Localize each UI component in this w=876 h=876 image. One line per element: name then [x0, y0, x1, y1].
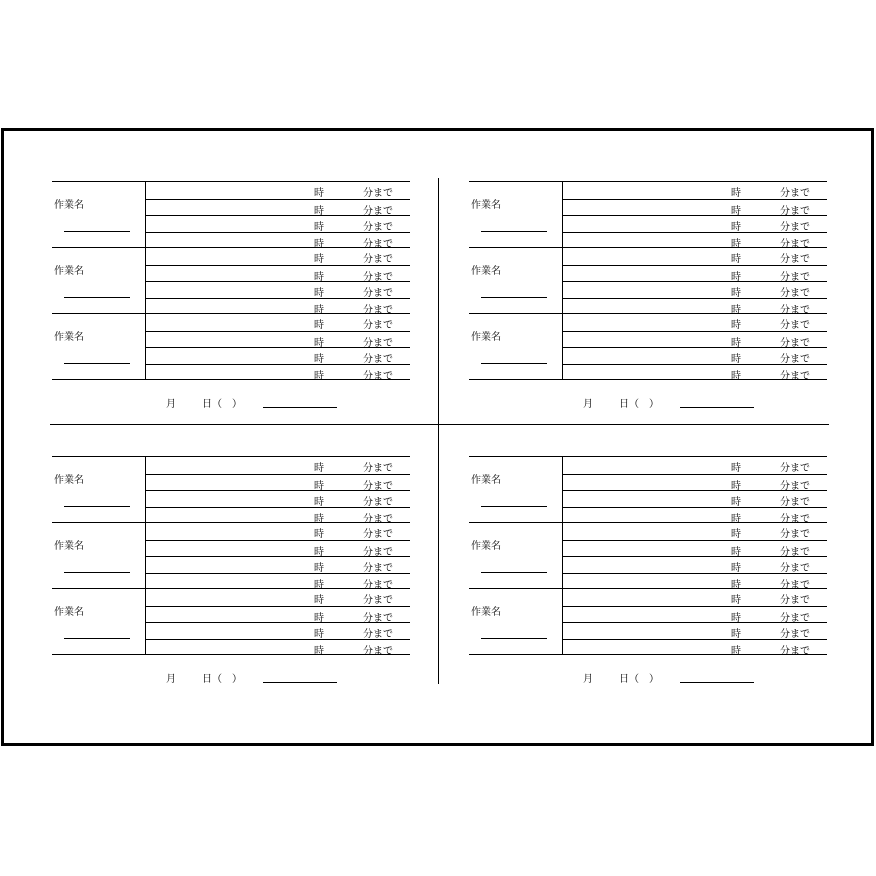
minute-until-label: 分まで: [363, 238, 393, 250]
schedule-table: [52, 456, 410, 656]
task-name-write-line[interactable]: [481, 506, 547, 507]
hour-label: 時: [314, 513, 324, 525]
minute-until-label: 分まで: [363, 595, 393, 606]
minute-until-label: 分まで: [363, 546, 393, 558]
minute-until-label: 分まで: [780, 188, 810, 199]
task-name-cell: [52, 589, 146, 654]
task-name-write-line[interactable]: [64, 231, 130, 232]
minute-until-label: 分まで: [363, 497, 393, 508]
task-name-cell: [52, 314, 146, 379]
hour-label: 時: [314, 238, 324, 250]
month-label: 月: [166, 399, 176, 410]
task-name-write-line[interactable]: [481, 297, 547, 298]
hour-label: 時: [731, 271, 741, 283]
time-row[interactable]: [146, 573, 410, 590]
time-row[interactable]: [146, 639, 410, 656]
task-name-cell: [469, 523, 563, 589]
task-group: [469, 588, 827, 655]
time-row[interactable]: [563, 474, 827, 491]
task-group: [52, 247, 410, 314]
minute-until-label: 分まで: [363, 188, 393, 199]
hour-label: 時: [731, 288, 741, 299]
time-row[interactable]: [563, 364, 827, 381]
minute-until-label: 分まで: [780, 645, 810, 657]
task-name-label: 作業名: [471, 200, 501, 211]
time-row[interactable]: [146, 265, 410, 282]
minute-until-label: 分まで: [780, 546, 810, 558]
minute-until-label: 分まで: [363, 645, 393, 657]
time-row[interactable]: [563, 347, 827, 364]
time-row[interactable]: [146, 199, 410, 216]
hour-label: 時: [731, 480, 741, 492]
minute-until-label: 分まで: [780, 595, 810, 606]
month-label: 月: [583, 399, 593, 410]
minute-until-label: 分まで: [363, 513, 393, 525]
time-row[interactable]: [563, 281, 827, 298]
task-name-cell: [52, 523, 146, 589]
hour-label: 時: [731, 529, 741, 540]
time-row[interactable]: [146, 364, 410, 381]
schedule-card-top-left: [52, 181, 412, 421]
task-name-write-line[interactable]: [64, 572, 130, 573]
time-row[interactable]: [563, 490, 827, 507]
task-name-write-line[interactable]: [64, 363, 130, 364]
time-row[interactable]: [563, 265, 827, 282]
minute-until-label: 分まで: [780, 205, 810, 217]
task-name-write-line[interactable]: [481, 638, 547, 639]
hour-label: 時: [314, 337, 324, 349]
task-name-label: 作業名: [54, 607, 84, 618]
hour-label: 時: [731, 320, 741, 331]
hour-label: 時: [731, 595, 741, 606]
task-name-cell: [469, 457, 563, 523]
minute-until-label: 分まで: [780, 579, 810, 591]
hour-label: 時: [314, 497, 324, 508]
hour-label: 時: [314, 563, 324, 574]
hour-label: 時: [731, 513, 741, 525]
task-group: [469, 181, 827, 248]
minute-until-label: 分まで: [780, 463, 810, 474]
time-row[interactable]: [563, 457, 827, 473]
time-row[interactable]: [563, 232, 827, 249]
time-row[interactable]: [146, 331, 410, 348]
hour-label: 時: [731, 205, 741, 217]
hour-label: 時: [731, 463, 741, 474]
time-row[interactable]: [563, 298, 827, 315]
minute-until-label: 分まで: [363, 370, 393, 382]
minute-until-label: 分まで: [363, 304, 393, 316]
time-row[interactable]: [146, 507, 410, 524]
time-row[interactable]: [563, 573, 827, 590]
minute-until-label: 分まで: [363, 612, 393, 624]
day-label: 日（ ）: [202, 399, 242, 410]
task-name-cell: [52, 457, 146, 523]
minute-until-label: 分まで: [780, 370, 810, 382]
date-footer: [469, 670, 827, 686]
time-row[interactable]: [146, 248, 410, 264]
schedule-table: [469, 181, 827, 381]
hour-label: 時: [731, 354, 741, 365]
minute-until-label: 分まで: [363, 337, 393, 349]
task-name-label: 作業名: [471, 475, 501, 486]
hour-label: 時: [314, 645, 324, 657]
time-row[interactable]: [146, 556, 410, 573]
date-footer: [52, 395, 410, 411]
hour-label: 時: [314, 480, 324, 492]
task-name-cell: [469, 314, 563, 379]
hour-label: 時: [314, 579, 324, 591]
time-row[interactable]: [146, 298, 410, 315]
time-row[interactable]: [563, 589, 827, 605]
minute-until-label: 分まで: [780, 288, 810, 299]
minute-until-label: 分まで: [363, 205, 393, 217]
task-name-label: 作業名: [471, 607, 501, 618]
task-group: [52, 522, 410, 589]
minute-until-label: 分まで: [780, 480, 810, 492]
minute-until-label: 分まで: [780, 354, 810, 365]
hour-label: 時: [314, 222, 324, 233]
task-name-label: 作業名: [54, 200, 84, 211]
minute-until-label: 分まで: [780, 238, 810, 250]
minute-until-label: 分まで: [780, 337, 810, 349]
hour-label: 時: [731, 546, 741, 558]
task-name-cell: [469, 182, 563, 248]
task-group: [52, 456, 410, 523]
minute-until-label: 分まで: [363, 254, 393, 265]
time-row[interactable]: [563, 314, 827, 330]
hour-label: 時: [731, 579, 741, 591]
schedule-table: [469, 456, 827, 656]
hour-label: 時: [314, 463, 324, 474]
time-row[interactable]: [146, 457, 410, 473]
hour-label: 時: [314, 546, 324, 558]
date-write-line[interactable]: [680, 682, 754, 683]
hour-label: 時: [314, 320, 324, 331]
task-name-label: 作業名: [471, 541, 501, 552]
minute-until-label: 分まで: [363, 288, 393, 299]
hour-label: 時: [731, 497, 741, 508]
minute-until-label: 分まで: [363, 463, 393, 474]
task-name-cell: [52, 182, 146, 248]
hour-label: 時: [731, 188, 741, 199]
schedule-card-bottom-right: [469, 456, 829, 696]
hour-label: 時: [314, 288, 324, 299]
horizontal-divider: [50, 424, 829, 425]
task-name-label: 作業名: [471, 266, 501, 277]
date-footer: [52, 670, 410, 686]
time-row[interactable]: [146, 622, 410, 639]
hour-label: 時: [314, 354, 324, 365]
task-name-label: 作業名: [54, 266, 84, 277]
time-row[interactable]: [146, 314, 410, 330]
time-row[interactable]: [146, 347, 410, 364]
minute-until-label: 分まで: [780, 612, 810, 624]
time-row[interactable]: [563, 199, 827, 216]
schedule-table: [52, 181, 410, 381]
minute-until-label: 分まで: [363, 271, 393, 283]
minute-until-label: 分まで: [780, 320, 810, 331]
hour-label: 時: [314, 304, 324, 316]
time-row[interactable]: [146, 281, 410, 298]
task-name-write-line[interactable]: [64, 638, 130, 639]
time-row[interactable]: [146, 523, 410, 539]
minute-until-label: 分まで: [363, 480, 393, 492]
hour-label: 時: [314, 205, 324, 217]
date-write-line[interactable]: [263, 682, 337, 683]
hour-label: 時: [314, 188, 324, 199]
minute-until-label: 分まで: [780, 497, 810, 508]
time-row[interactable]: [563, 523, 827, 539]
minute-until-label: 分まで: [780, 513, 810, 525]
time-row[interactable]: [146, 474, 410, 491]
hour-label: 時: [731, 563, 741, 574]
task-name-write-line[interactable]: [64, 506, 130, 507]
task-name-label: 作業名: [54, 475, 84, 486]
minute-until-label: 分まで: [363, 529, 393, 540]
task-name-label: 作業名: [54, 332, 84, 343]
minute-until-label: 分まで: [780, 629, 810, 640]
hour-label: 時: [314, 254, 324, 265]
minute-until-label: 分まで: [363, 354, 393, 365]
task-name-cell: [469, 589, 563, 654]
date-footer: [469, 395, 827, 411]
time-row[interactable]: [563, 182, 827, 198]
day-label: 日（ ）: [619, 674, 659, 685]
hour-label: 時: [731, 629, 741, 640]
minute-until-label: 分まで: [363, 222, 393, 233]
time-row[interactable]: [563, 556, 827, 573]
minute-until-label: 分まで: [780, 304, 810, 316]
time-row[interactable]: [146, 215, 410, 232]
task-group: [469, 456, 827, 523]
time-row[interactable]: [146, 540, 410, 557]
task-name-label: 作業名: [471, 332, 501, 343]
hour-label: 時: [731, 304, 741, 316]
hour-label: 時: [731, 238, 741, 250]
hour-label: 時: [314, 271, 324, 283]
time-row[interactable]: [146, 232, 410, 249]
schedule-card-bottom-left: [52, 456, 412, 696]
minute-until-label: 分まで: [363, 579, 393, 591]
schedule-card-top-right: [469, 181, 829, 421]
task-group: [52, 181, 410, 248]
minute-until-label: 分まで: [780, 529, 810, 540]
hour-label: 時: [314, 612, 324, 624]
date-write-line[interactable]: [680, 407, 754, 408]
time-row[interactable]: [563, 507, 827, 524]
task-name-cell: [52, 248, 146, 314]
task-group: [52, 588, 410, 655]
time-row[interactable]: [563, 215, 827, 232]
hour-label: 時: [314, 595, 324, 606]
time-row[interactable]: [146, 490, 410, 507]
task-name-write-line[interactable]: [64, 297, 130, 298]
task-name-label: 作業名: [54, 541, 84, 552]
time-row[interactable]: [563, 248, 827, 264]
time-row[interactable]: [563, 622, 827, 639]
hour-label: 時: [731, 222, 741, 233]
minute-until-label: 分まで: [363, 320, 393, 331]
time-row[interactable]: [146, 182, 410, 198]
hour-label: 時: [731, 612, 741, 624]
task-group: [469, 247, 827, 314]
time-row[interactable]: [146, 589, 410, 605]
task-name-write-line[interactable]: [481, 363, 547, 364]
hour-label: 時: [314, 629, 324, 640]
month-label: 月: [583, 674, 593, 685]
task-group: [469, 522, 827, 589]
task-name-cell: [469, 248, 563, 314]
hour-label: 時: [731, 645, 741, 657]
time-row[interactable]: [563, 606, 827, 623]
vertical-divider: [438, 178, 439, 684]
hour-label: 時: [731, 254, 741, 265]
time-row[interactable]: [146, 606, 410, 623]
task-name-write-line[interactable]: [481, 572, 547, 573]
minute-until-label: 分まで: [363, 629, 393, 640]
date-write-line[interactable]: [263, 407, 337, 408]
hour-label: 時: [314, 529, 324, 540]
task-group: [52, 313, 410, 380]
task-name-write-line[interactable]: [481, 231, 547, 232]
time-row[interactable]: [563, 639, 827, 656]
time-row[interactable]: [563, 331, 827, 348]
minute-until-label: 分まで: [780, 254, 810, 265]
minute-until-label: 分まで: [780, 563, 810, 574]
minute-until-label: 分まで: [780, 271, 810, 283]
month-label: 月: [166, 674, 176, 685]
task-group: [469, 313, 827, 380]
time-row[interactable]: [563, 540, 827, 557]
day-label: 日（ ）: [202, 674, 242, 685]
minute-until-label: 分まで: [363, 563, 393, 574]
hour-label: 時: [314, 370, 324, 382]
minute-until-label: 分まで: [780, 222, 810, 233]
hour-label: 時: [731, 337, 741, 349]
hour-label: 時: [731, 370, 741, 382]
day-label: 日（ ）: [619, 399, 659, 410]
